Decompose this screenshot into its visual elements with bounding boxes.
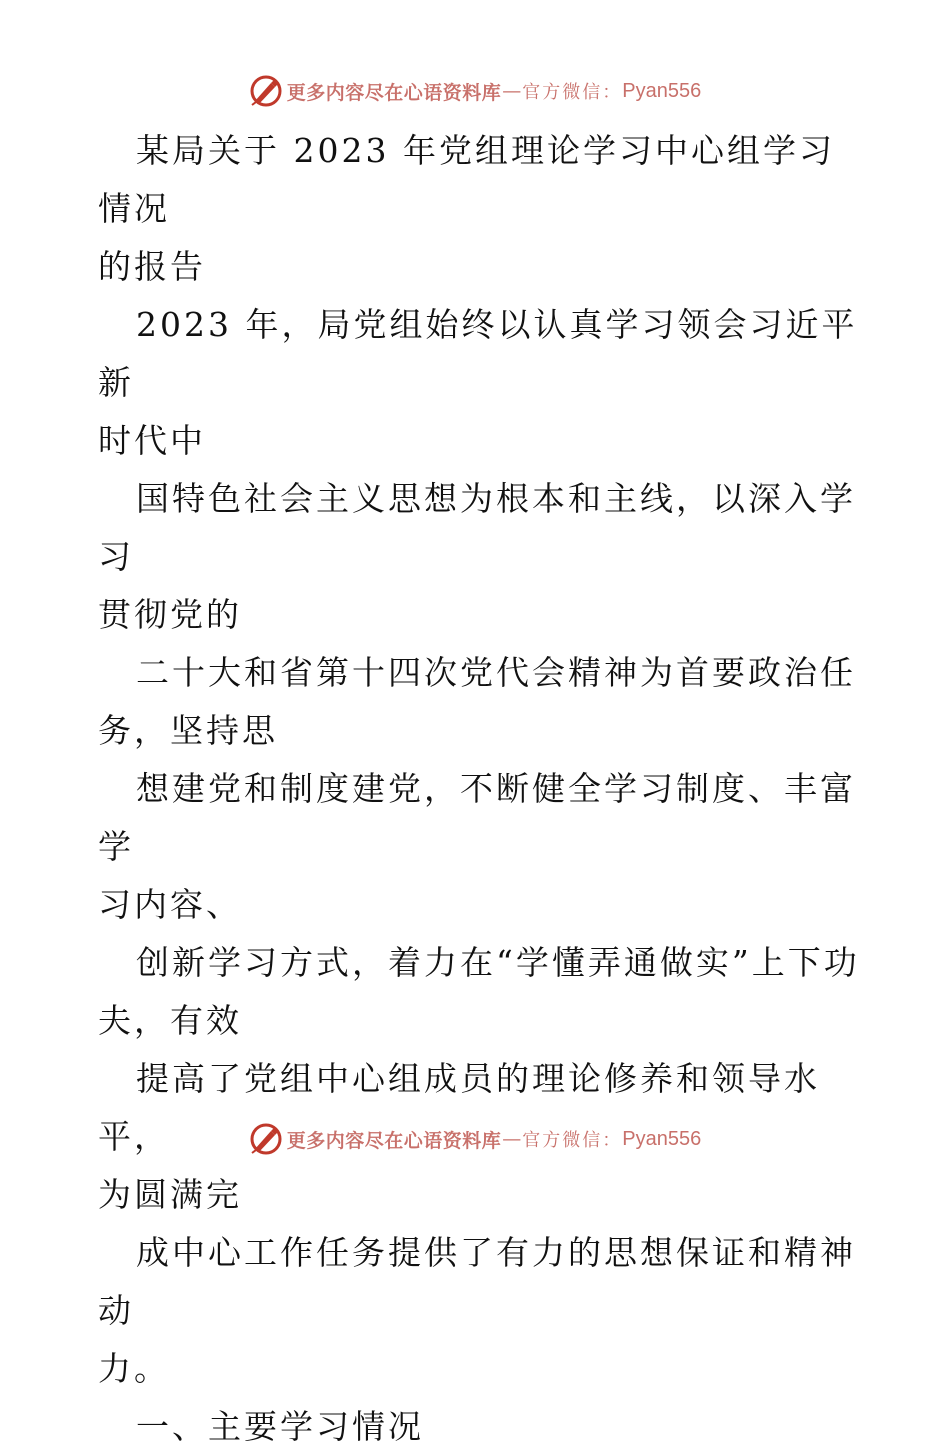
paragraph-5 xyxy=(98,934,868,1050)
paragraph-line: 力。 xyxy=(98,1349,170,1388)
document-body xyxy=(98,122,868,1456)
watermark-wechat-id: Pyan556 xyxy=(622,79,702,102)
title-line-1: 某局关于 2023 年党组理论学习中心组学习情况 xyxy=(98,131,835,228)
paragraph-line: 二十大和省第十四次党代会精神为首要政治任 xyxy=(136,653,856,692)
document-title xyxy=(98,122,868,296)
watermark-separator: — xyxy=(502,80,522,102)
paragraph-line: 贯彻党的 xyxy=(98,595,242,634)
paragraph-line: 夫，有效 xyxy=(98,1001,242,1040)
watermark-wechat-label: 官方微信： xyxy=(522,82,623,103)
pen-logo-icon xyxy=(249,74,283,108)
paragraph-line: 提高了党组中心组成员的理论修养和领导水平， xyxy=(98,1059,820,1156)
paragraph-line: 创新学习方式，着力在“学懂弄通做实”上下功 xyxy=(136,943,860,982)
paragraph-line: 2023 年，局党组始终以认真学习领会习近平新 xyxy=(98,305,858,402)
watermark-banner-top xyxy=(0,74,950,108)
paragraph-line: 国特色社会主义思想为根本和主线，以深入学习 xyxy=(98,479,856,576)
paragraph-line: 为圆满完 xyxy=(98,1175,242,1214)
watermark-banner-bottom xyxy=(0,1122,950,1156)
paragraph-1 xyxy=(98,296,868,470)
pen-logo-icon xyxy=(249,1122,283,1156)
section-heading: 一、主要学习情况 xyxy=(136,1407,424,1446)
watermark-separator: — xyxy=(502,1128,522,1150)
paragraph-3 xyxy=(98,644,868,760)
paragraph-line: 想建党和制度建党，不断健全学习制度、丰富学 xyxy=(98,769,856,866)
title-line-2: 的报告 xyxy=(98,247,206,286)
watermark-main-text: 更多内容尽在心语资料库 xyxy=(286,81,502,104)
watermark-main-text: 更多内容尽在心语资料库 xyxy=(286,1129,502,1152)
watermark-wechat-id: Pyan556 xyxy=(622,1127,702,1150)
paragraph-7 xyxy=(98,1224,868,1398)
paragraph-line: 务，坚持思 xyxy=(98,711,278,750)
paragraph-line: 时代中 xyxy=(98,421,206,460)
paragraph-2 xyxy=(98,470,868,644)
paragraph-line: 成中心工作任务提供了有力的思想保证和精神动 xyxy=(98,1233,856,1330)
paragraph-line: 习内容、 xyxy=(98,885,242,924)
paragraph-4 xyxy=(98,760,868,934)
watermark-wechat-label: 官方微信： xyxy=(522,1130,623,1151)
